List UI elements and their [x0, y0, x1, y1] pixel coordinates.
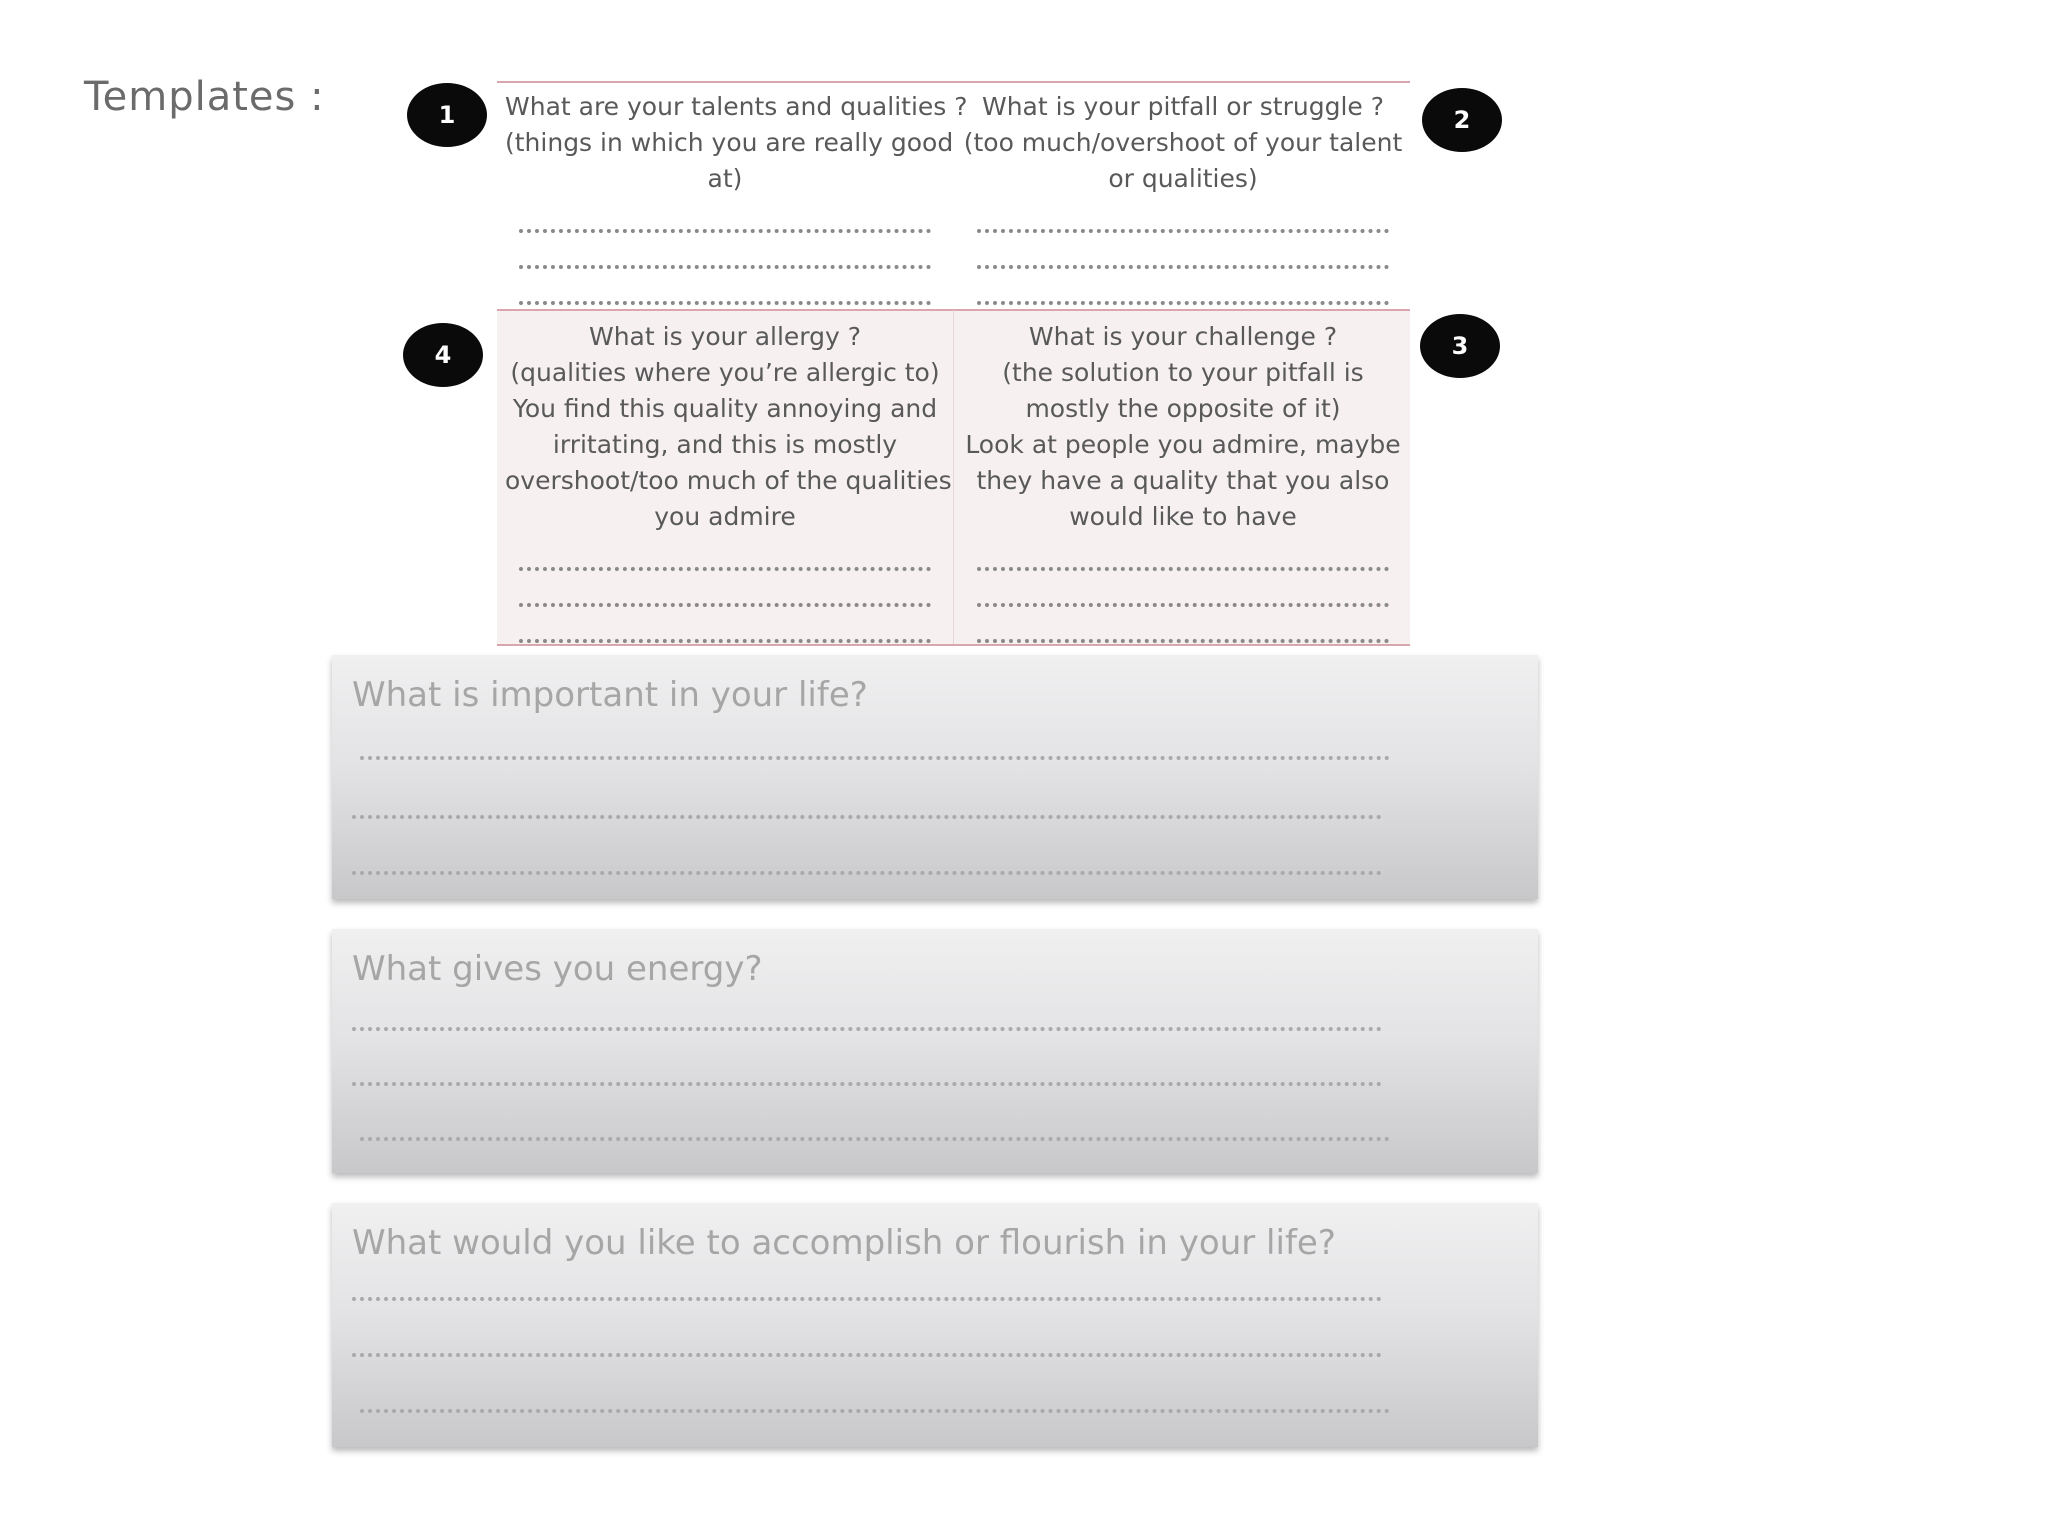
- quadrant-text-line: (the solution to your pitfall is: [1002, 358, 1364, 387]
- answer-line[interactable]: [360, 1137, 1390, 1141]
- table-column-divider: [953, 310, 954, 644]
- quadrant-pitfall: [963, 89, 1403, 305]
- quadrant-text-line: What is your challenge ?: [1028, 322, 1338, 351]
- answer-line[interactable]: [977, 233, 1389, 269]
- quadrant-text-line: You find this quality annoying and: [512, 394, 938, 423]
- quadrant-text-line: would like to have: [1069, 502, 1297, 531]
- number-badge-2: 2: [1422, 88, 1502, 152]
- answer-line[interactable]: [519, 535, 931, 571]
- answer-line[interactable]: [360, 1409, 1390, 1413]
- answer-line[interactable]: [519, 571, 931, 607]
- quadrant-text-line: What are your talents and qualities ?: [505, 92, 968, 121]
- box-question: What is important in your life?: [352, 675, 868, 715]
- answer-line[interactable]: [352, 1297, 1382, 1301]
- answer-line[interactable]: [360, 756, 1390, 760]
- quadrant-text-line: Look at people you admire, maybe: [965, 430, 1401, 459]
- quadrant-text-line: or qualities): [1108, 164, 1258, 193]
- answer-line[interactable]: [977, 607, 1389, 643]
- quadrant-text-line: they have a quality that you also: [976, 466, 1390, 495]
- answer-line[interactable]: [519, 197, 931, 233]
- number-badge-3: 3: [1420, 314, 1500, 378]
- answer-line[interactable]: [977, 535, 1389, 571]
- answer-line[interactable]: [519, 233, 931, 269]
- box-question: What gives you energy?: [352, 949, 763, 989]
- quadrant-talents: [505, 89, 968, 305]
- table-bottom-rule: [497, 644, 1410, 646]
- quadrant-text-line: overshoot/too much of the qualities: [505, 466, 952, 495]
- quadrant-text-line: you admire: [654, 502, 796, 531]
- quadrant-text-line: (too much/overshoot of your talent: [963, 128, 1403, 157]
- number-badge-1: 1: [407, 83, 487, 147]
- answer-line[interactable]: [352, 1082, 1382, 1086]
- table-top-rule: [497, 81, 1410, 83]
- quadrant-allergy: [505, 319, 952, 643]
- page-title: Templates :: [84, 74, 325, 120]
- quadrant-challenge: [963, 319, 1403, 643]
- quadrant-text-line: mostly the opposite of it): [1025, 394, 1341, 423]
- answer-line[interactable]: [352, 815, 1382, 819]
- reflection-box-important: [332, 655, 1538, 899]
- answer-line[interactable]: [977, 571, 1389, 607]
- answer-line[interactable]: [519, 607, 931, 643]
- quadrant-text-line: What is your pitfall or struggle ?: [981, 92, 1385, 121]
- answer-line[interactable]: [977, 269, 1389, 305]
- answer-line[interactable]: [352, 1027, 1382, 1031]
- number-badge-4: 4: [403, 323, 483, 387]
- box-question: What would you like to accomplish or flourish in your life?: [352, 1223, 1336, 1263]
- quadrant-text-line: What is your allergy ?: [588, 322, 862, 351]
- reflection-box-accomplish: [332, 1203, 1538, 1447]
- quadrant-text-line: (qualities where you’re allergic to): [510, 358, 940, 387]
- quadrant-text-line: irritating, and this is mostly: [552, 430, 898, 459]
- answer-line[interactable]: [352, 871, 1382, 875]
- answer-line[interactable]: [977, 197, 1389, 233]
- reflection-box-energy: [332, 929, 1538, 1173]
- quadrant-text-line: at): [707, 164, 743, 193]
- quadrant-text-line: (things in which you are really good: [505, 128, 954, 157]
- answer-line[interactable]: [352, 1353, 1382, 1357]
- answer-line[interactable]: [519, 269, 931, 305]
- talent-quadrant-table: [497, 81, 1410, 646]
